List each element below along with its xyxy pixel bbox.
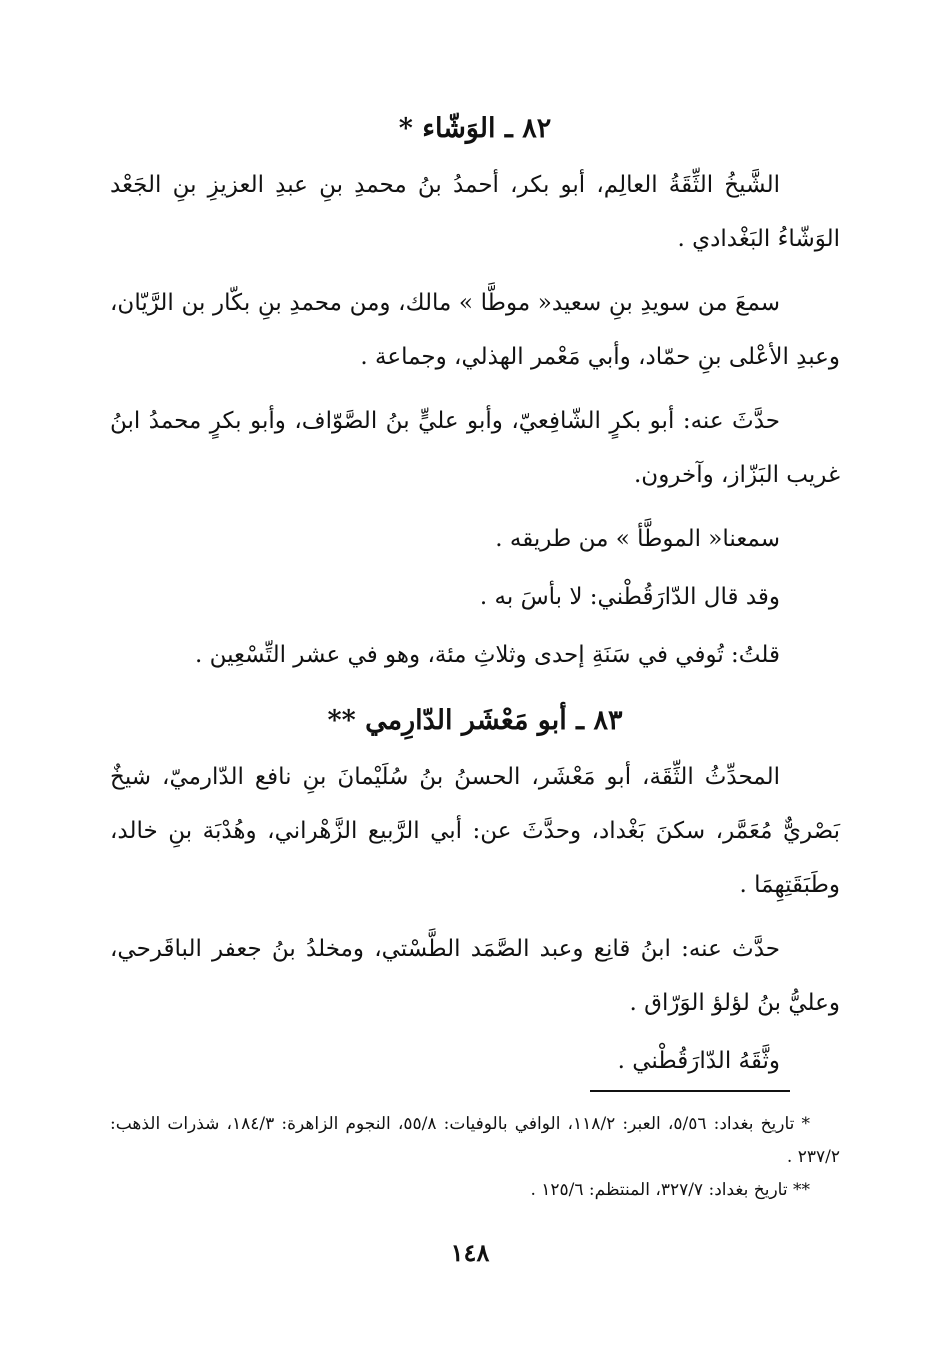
footnote-2: ** تاريخ بغداد: ٣٢٧/٧، المنتظم: ١٢٥/٦ . [530,1180,810,1200]
entry-83-paragraph-2: حدَّث عنه: ابنُ قانِع وعبد الصَّمَد الطَّسْتي، ومخلدُ بنُ جعفر الباقَرحي، وعليُّ بنُ لؤلؤ الوَرّاق . [110,936,840,1016]
entry-83-title: ٨٣ ـ أبو مَعْشَر الدّارِمي ** [327,705,623,736]
footnote-separator [590,1090,790,1092]
page-body [110,100,840,1098]
entry-82-paragraph-2: سمعَ من سويدِ بنِ سعيد« موطَّا » مالك، ومن محمدِ بنِ بكّار بن الرَّيّان، وعبدِ الأعْلى بنِ حمّاد، وأبي مَعْمر الهذلي، وجماعة . [110,290,840,370]
entry-82-paragraph-6: قلتُ: تُوفي في سَنَةِ إحدى وثلاثِ مئة، وهو في عشر التِّسْعِين . [194,642,780,668]
entry-83-paragraph-3: وثَّقَهُ الدّارَقُطْني . [617,1048,780,1074]
page-number: ١٤٨ [450,1238,490,1267]
entry-82-paragraph-4: سمعنا« الموطَّأ » من طريقه . [495,526,780,552]
entry-82-paragraph-5: وقد قال الدّارَقُطْني: لا بأسَ به . [479,584,780,610]
entry-82-title: ٨٢ ـ الوَشّاء * [398,113,552,144]
entry-82-paragraph-1: الشَّيخُ الثِّقَةُ العالِم، أبو بكر، أحمدُ بنُ محمدِ بنِ عبدِ العزيزِ بنِ الجَعْد الوَشّاءُ البَغْدادي . [110,172,840,252]
footnotes [110,1108,840,1207]
entry-82-paragraph-3: حدَّثَ عنه: أبو بكرٍ الشّافِعيّ، وأبو عليٍّ بنُ الصَّوّاف، وأبو بكرٍ محمدُ ابنُ غريب البَزّاز، وآخرون. [110,408,840,488]
footnote-1: * تاريخ بغداد: ٥/٥٦، العبر: ١١٨/٢، الوافي بالوفيات: ٥٥/٨، النجوم الزاهرة: ١٨٤/٣، شذرات الذهب: ٢٣٧/٢ . [110,1114,840,1167]
entry-83-paragraph-1: المحدِّثُ الثِّقَة، أبو مَعْشَر، الحسنُ بنُ سُلَيْمانَ بنِ نافع الدّارميّ، شيخٌ بَصْريٌّ مُعَمَّر، سكنَ بَغْداد، وحدَّثَ عن: أبي الرَّبيع الزَّهْراني، وهُدْبَة بنِ خالد، وطَبَقَتِهِمَا . [110,764,840,898]
